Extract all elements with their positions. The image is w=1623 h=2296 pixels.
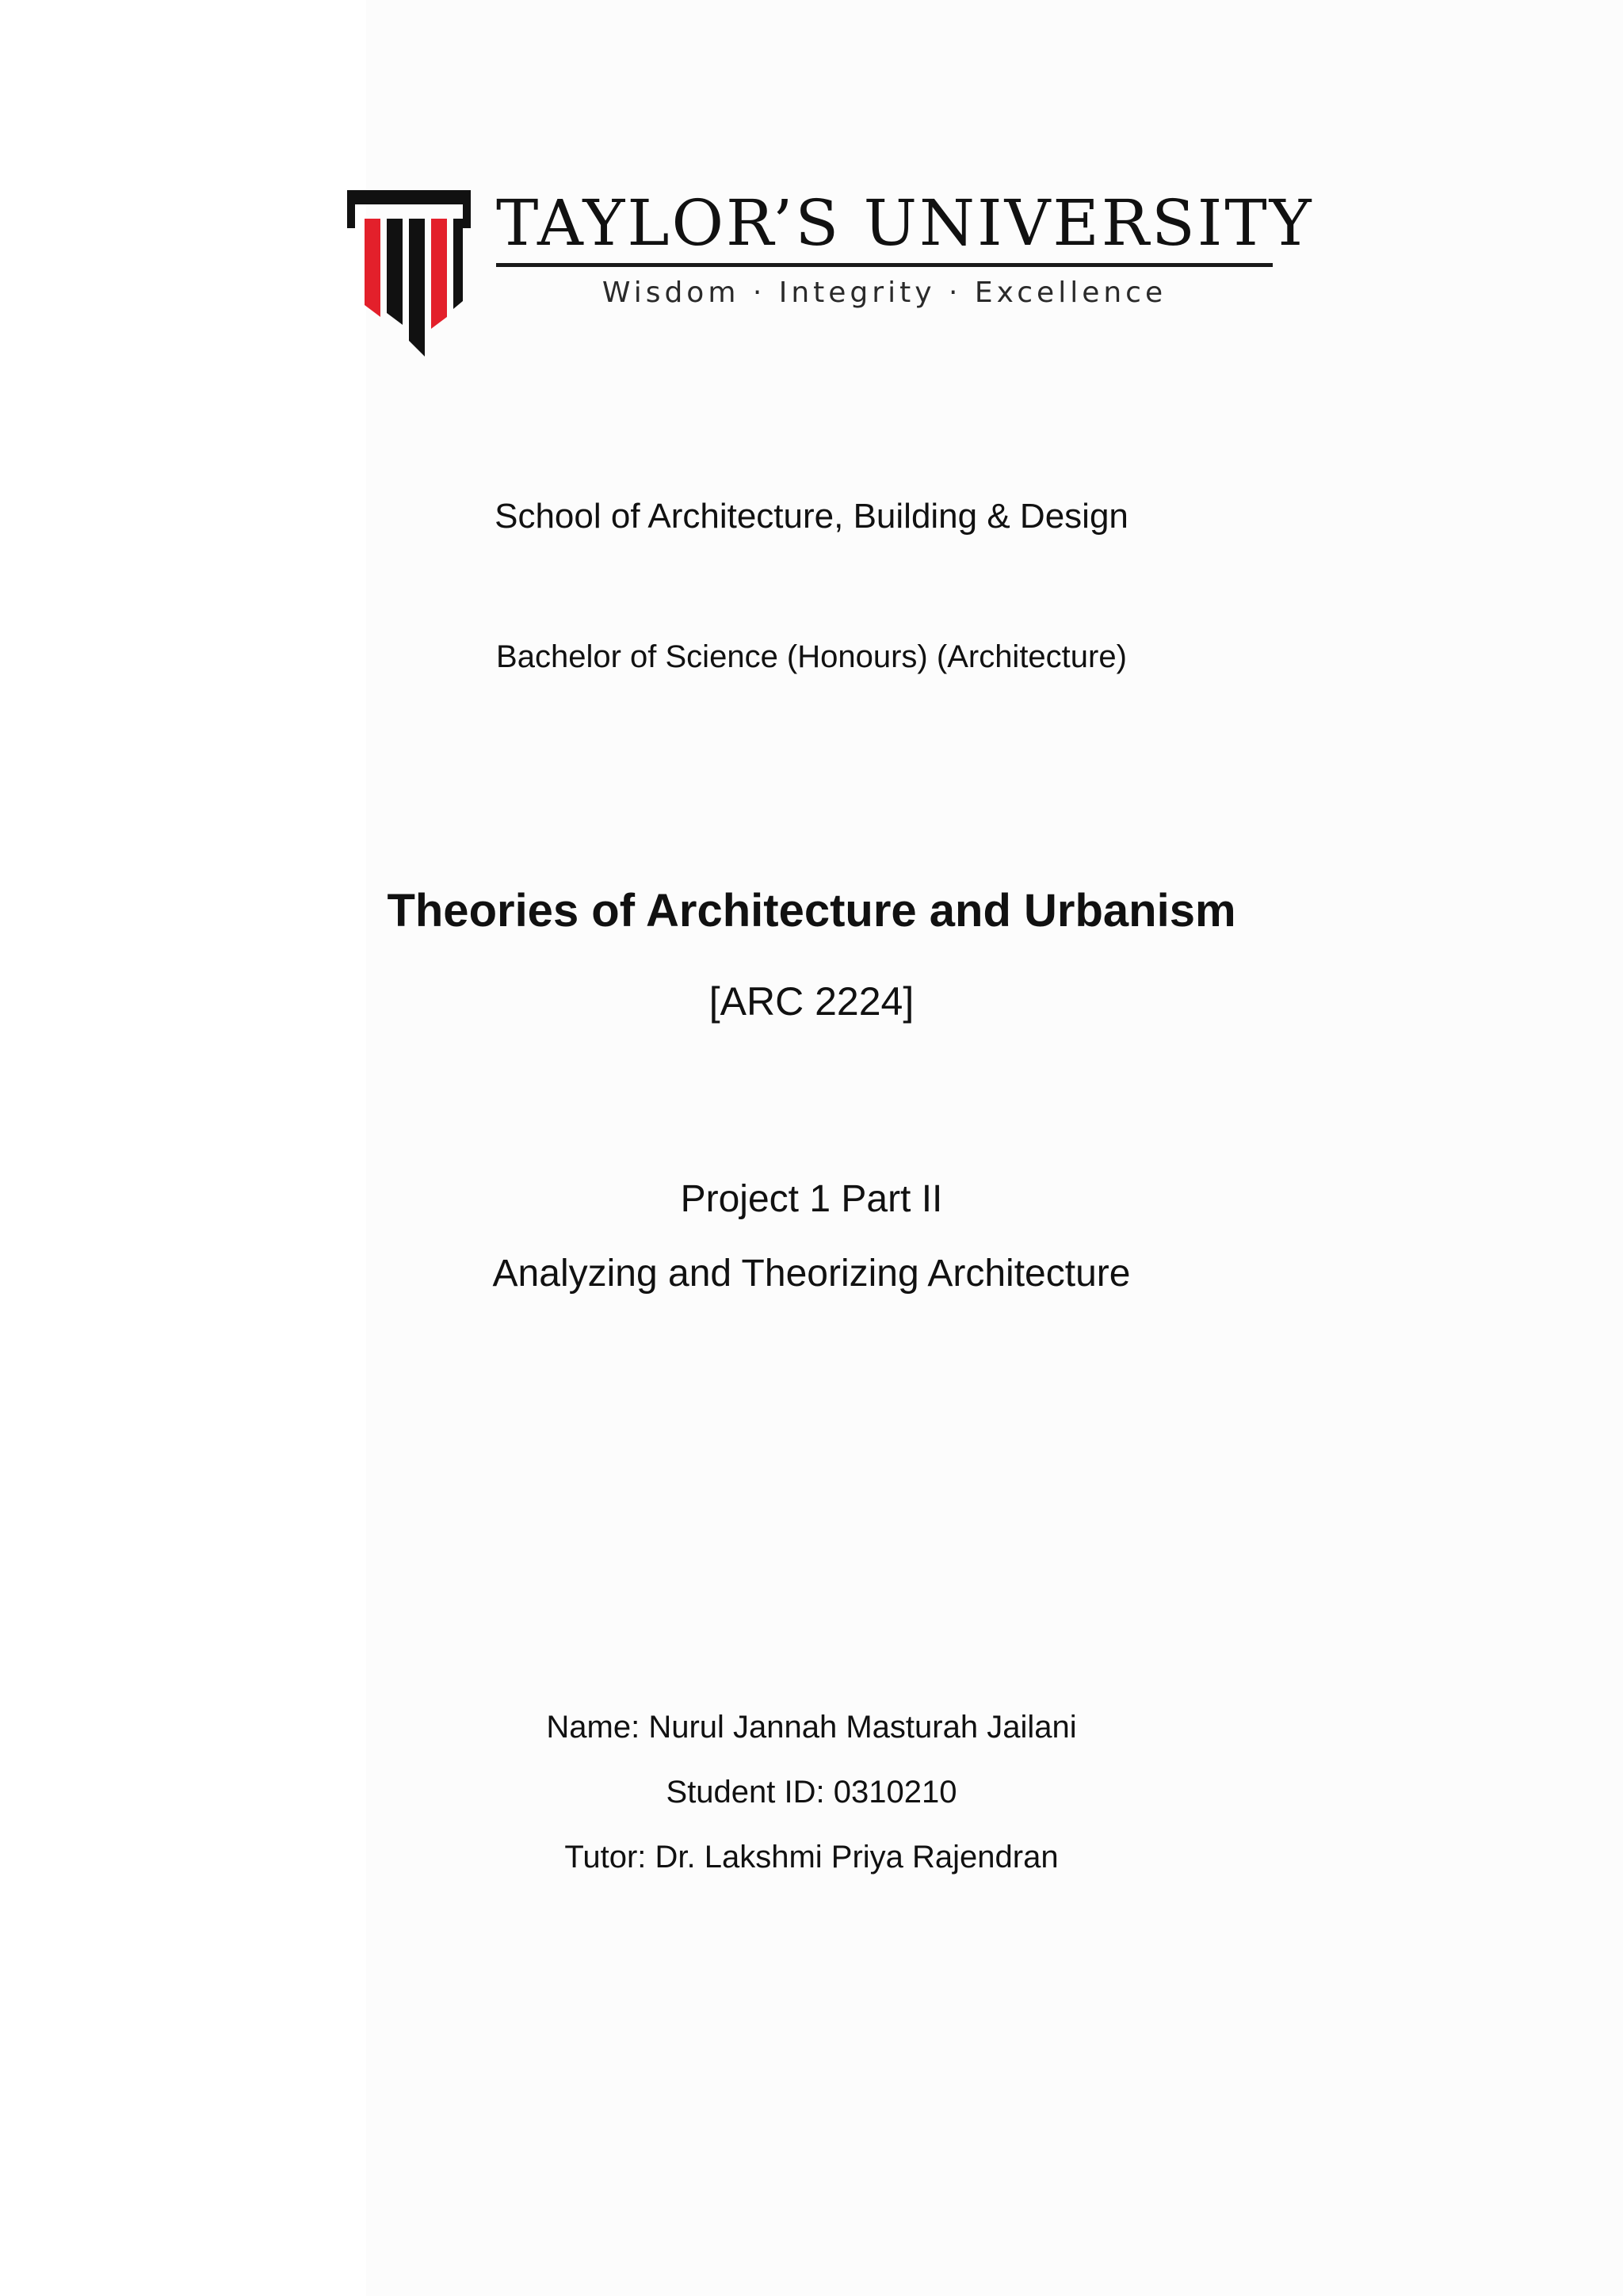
project-label: Project 1 Part II	[680, 1178, 943, 1220]
course-code: [ARC 2224]	[708, 979, 915, 1024]
course-title: Theories of Architecture and Urbanism	[387, 885, 1236, 936]
student-name: Name: Nurul Jannah Masturah Jailani	[546, 1710, 1077, 1745]
university-emblem-icon	[346, 190, 472, 357]
logo-wordmark	[496, 186, 1314, 325]
university-logo	[346, 186, 1314, 357]
degree-name: Bachelor of Science (Honours) (Architecture)	[496, 639, 1127, 674]
student-id: Student ID: 0310210	[666, 1775, 957, 1810]
logo-divider	[496, 263, 1273, 267]
project-title: Analyzing and Theorizing Architecture	[492, 1253, 1131, 1295]
logo-tagline: Wisdom · Integrity · Excellence	[601, 277, 1167, 309]
logo-name: TAYLOR’S UNIVERSITY	[496, 186, 1314, 260]
tutor-name: Tutor: Dr. Lakshmi Priya Rajendran	[564, 1840, 1059, 1875]
school-name: School of Architecture, Building & Design	[495, 497, 1128, 536]
